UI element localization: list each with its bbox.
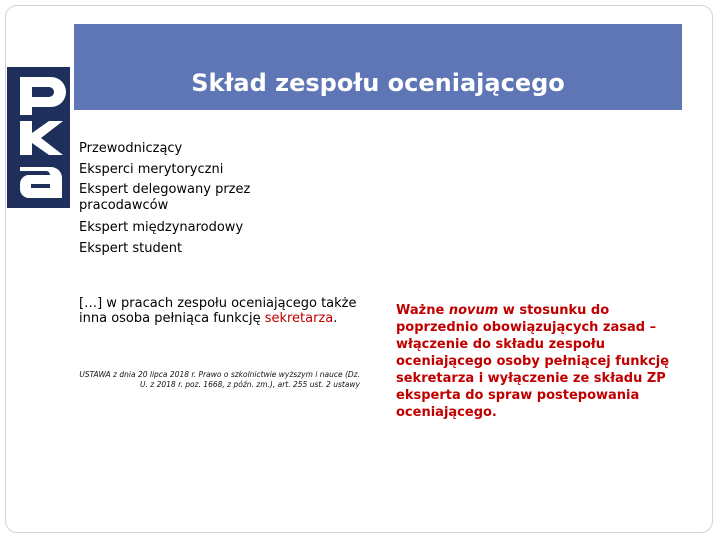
note-emphasis: novum — [448, 303, 499, 318]
note-prefix: Ważne — [396, 303, 449, 318]
role-item: Eksperci merytoryczni — [79, 162, 224, 177]
role-item: Ekspert międzynarodowy — [79, 220, 244, 235]
quote-text: […] w pracach zespołu oceniającego także inna osoba pełniąca funkcję — [79, 296, 357, 326]
role-item: Przewodniczący — [79, 141, 183, 156]
law-quote — [79, 296, 364, 326]
slide-title: Skład zespołu oceniającego — [191, 69, 565, 97]
novum-note — [396, 302, 686, 421]
quote-highlight: sekretarza — [264, 311, 334, 326]
team-roles-list — [79, 138, 299, 259]
note-text: w stosunku do poprzednio obowiązujących zasad – włączenie do składu zespołu oceniającego osoby pełniącej funkcję sekretarza i wyłączenie ze składu ZP eksperta do spraw postepowania oceniającego. — [396, 303, 670, 420]
law-citation: USTAWA z dnia 20 lipca 2018 r. Prawo o szkolnictwie wyższym i nauce (Dz. U. z 2018 r. poz. 1668, z późn. zm.), art. 255 ust. 2 ustawy — [79, 370, 360, 389]
pka-logo-icon — [7, 67, 70, 208]
role-item: Ekspert delegowany przez pracodawców — [79, 182, 251, 213]
role-item: Ekspert student — [79, 241, 183, 256]
quote-suffix: . — [333, 311, 338, 326]
